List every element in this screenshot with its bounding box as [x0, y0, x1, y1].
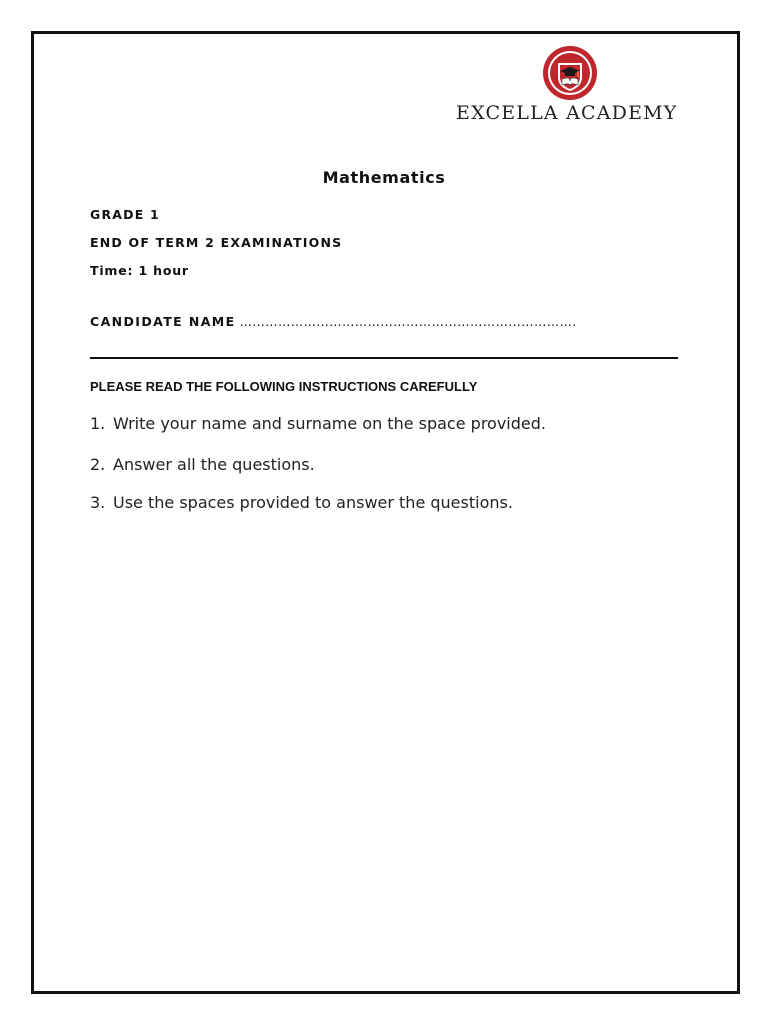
- school-crest-icon: [542, 45, 598, 101]
- candidate-name-field[interactable]: …………………………………………………………………….: [239, 314, 577, 329]
- exam-title: END OF TERM 2 EXAMINATIONS: [90, 235, 343, 250]
- instruction-item: [90, 414, 546, 433]
- instruction-text: Answer all the questions.: [113, 455, 315, 474]
- instruction-item: [90, 455, 315, 474]
- instruction-text: Use the spaces provided to answer the questions.: [113, 493, 513, 512]
- candidate-name-row: [90, 314, 577, 329]
- instruction-number: 3.: [90, 493, 106, 512]
- instruction-number: 1.: [90, 414, 106, 433]
- academy-name: EXCELLA ACADEMY: [456, 102, 678, 124]
- instruction-item: [90, 493, 513, 512]
- instruction-text: Write your name and surname on the space provided.: [113, 414, 546, 433]
- instructions-heading: PLEASE READ THE FOLLOWING INSTRUCTIONS CAREFULLY: [90, 379, 478, 394]
- instruction-number: 2.: [90, 455, 106, 474]
- candidate-name-label: CANDIDATE NAME: [90, 314, 236, 329]
- section-divider: [90, 357, 678, 359]
- time-allowed: Time: 1 hour: [90, 263, 189, 278]
- grade-label: GRADE 1: [90, 207, 160, 222]
- subject-title: Mathematics: [322, 168, 446, 187]
